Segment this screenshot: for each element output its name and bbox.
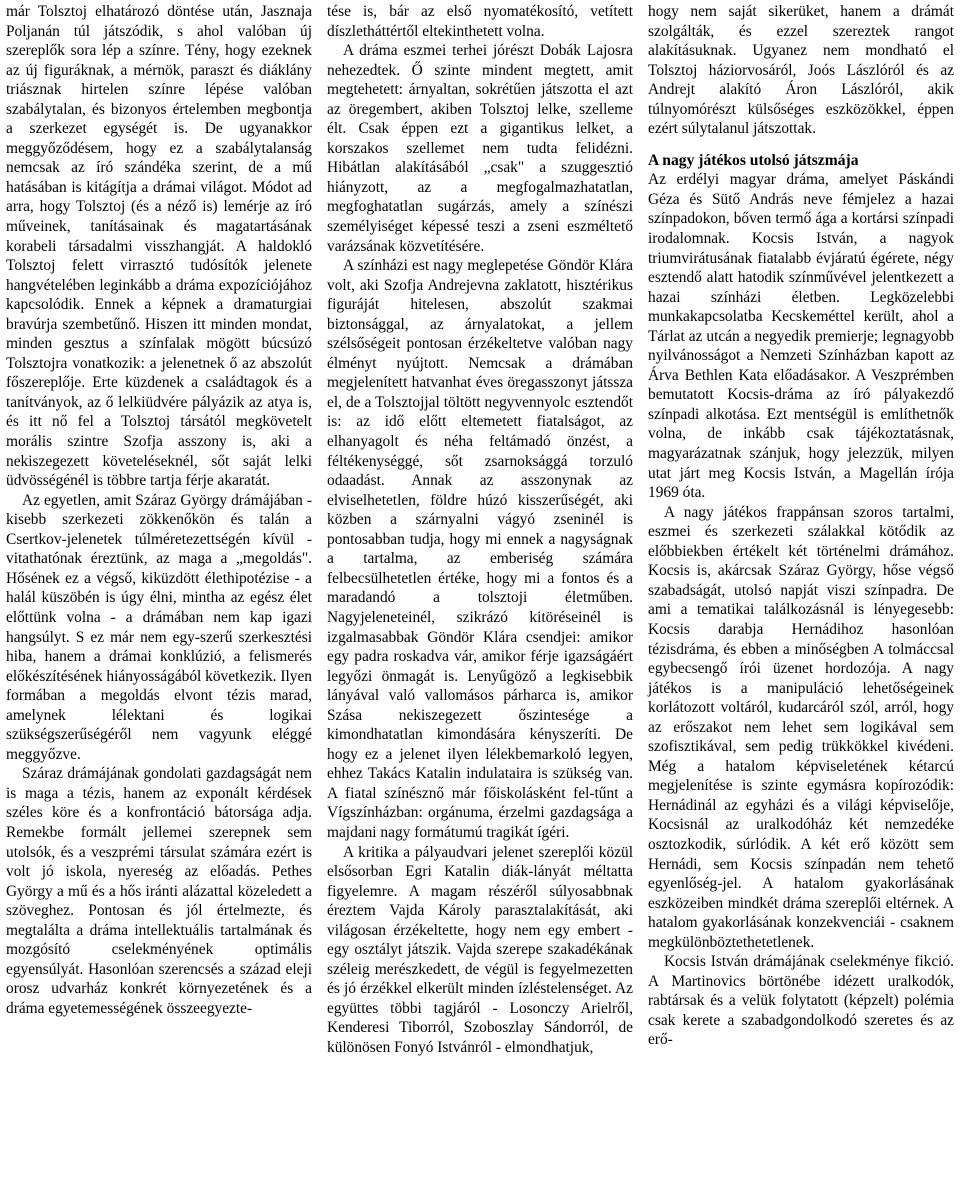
text-column-middle: [327, 2, 633, 1184]
paragraph: tése is, bár az első nyomatékosító, vetített díszletháttértől eltekinthetett volna.: [327, 3, 633, 40]
paragraph: már Tolsztoj elhatározó döntése után, Jasznaja Poljanán túl játszódik, s ahol valóban új szereplők sora lép a színre. Tény, hogy ezeknek az új figuráknak, a mérnök, paraszt és diáklány triásznak hirtelen színre lépése valóban szabálytalan, és bizonyos értelemben megbontja a szerkezet egységét is. De ugyanakkor meggyőződésem, hogy ez a szabálytalanság nemcsak az író szándéka szerint, de a mű hatásában is kitágítja a drámai világot. Módot ad arra, hogy Tolsztoj (és a néző is) lemérje az író műveinek, tanításainak és magatartásának korabeli társadalmi visszhangját. A haldokló Tolsztoj felett virrasztó tudósítók jelenete hangvételében leginkább a dráma expozíciójához kapcsolódik. Ennek a képnek a dramaturgiai bravúrja szembetűnő. Hiszen itt minden mondat, minden gesztus a színfalak mögött búcsúzó Tolsztojra vonatkozik: a jelenetnek ő az abszolút főszereplője. Erte küzdenek a családtagok és a tanítványok, az ő lelkiüdvére pályázik az atya is, és itt nő fel a Tolsztoj társától megkövetelt morális szintre Szofja asszony is, aki a nekiszegezett követeléseknél, sőt saját lelki üdvösségénél is többre tartja férje akaratát.: [6, 3, 312, 490]
paragraph: A színházi est nagy meglepetése Göndör Klára volt, aki Szofja Andrejevna zaklatott, hisztérikus figuráját hitelesen, abszolút szakmai biztonsággal, az árnyalatokat, a jellem szélsőségeit pontosan érzékeltetve valóban nagy élményt nyújtott. Nemcsak a drámában megjelenített hatvanhat éves öregasszonyt játssza el, de a Tolsztojjal töltött negyvennyolc esztendőt is: az idő előtt eltemetett fiatalságot, az elhanyagolt és néha feltámadó önzést, a féltékenységgé, sőt zsarnoksággá torzuló odaadást. Annak az asszonynak az elviselhetetlen, földre húzó kisszerűségét, aki közben a szárnyalni vágyó zseninél is pontosabban tudja, hogy mi ennek a nagyságnak a tartalma, az emberiség számára felbecsülhetetlen értéke, hogy mi a fontos és a maradandó a tolsztoji életműben. Nagyjeleneteinél, szikrázó kitöréseinél is izgalmasabbak Göndör Klára csendjei: amikor egy padra roskadva vár, amikor férje igazságáért legyőzi önmagát is. Lenyűgöző a legkisebbik lányával való vallomásos párharca is, amikor Szása nekiszegezett őszintesége a kimondhatatlan kimondására kényszeríti. De hogy ez a jelenet ilyen lélekbemarkoló legyen, ehhez Takács Katalin indulataira is szükség van. A fiatal színésznő már főiskolásként fel-tűnt a Vígszínházban: orgánuma, érzelmi gazdagsága a majdani nagy formátumú tragikát ígéri.: [327, 257, 633, 841]
paragraph: A nagy játékos frappánsan szoros tartalmi, eszmei és szerkezeti szálakkal kötődik az előbbiekben értékelt két történelmi drámához. Kocsis is, akárcsak Száraz György, hőse végső szabadságát, utolsó napját viszi színpadra. De ami a tematikai találkozásnál is lényegesebb: Kocsis darabja Hernádihoz hasonlóan tézisdráma, és ebben a minőségben A tolmáccsal egybecsengő írói üzenet hordozója. A nagy játékos is a manipuláció lehetőségeinek korlátozott voltáról, kudarcáról szól, arról, hogy az erőszakot nem lehet sem logikával sem szofisztikával, sem pedig trükkökkel kivédeni. Még a hatalom képviseletének kétarcú megjelenítése is szinte egymásra kopírozódik: Hernádinál az egyházi és a világi képviselője, Kocsisnál az uralkodóház két nemzedéke osztozkodik, súrlódik. A két erő között sem Hernádi, sem Kocsis színpadán nem tehető egyenlőség-jel. A hatalom gyakorlásának eszközeiben mindkét dráma szereplői eltérnek. A hatalom gyakorlásának konzekvenciái - csaknem megkülönböztethetetlenek.: [648, 503, 954, 951]
section-heading: A nagy játékos utolsó játszmája: [648, 151, 859, 169]
paragraph: A kritika a pályaudvari jelenet szereplői közül elsősorban Egri Katalin diák-lányát méltatta figyelemre. A magam részéről súlyosabbnak éreztem Vajda Károly parasztalakítását, aki világosan érzékeltette, hogy nem egy embert - egy osztályt játszik. Vajda szerepe szakadékának széleig merészkedett, de végül is fegyelmezetten és jó érzékkel elkerült minden ízléstelenséget. Az együttes többi tagjáról - Losonczy Arielről, Kenderesi Tiborról, Szoboszlay Sándorról, de különösen Fonyó Istvánról - elmondhatjuk,: [327, 843, 633, 1056]
paragraph: Az erdélyi magyar dráma, amelyet Páskándi Géza és Sütő András neve fémjelez a hazai színpadokon, bőven termő ága a kortársi színpadi irodalomnak. Kocsis István, a nagyok triumvirátusának fiatalabb évjáratú égérete, négy esztendő alatt hatodik színművével jelentkezett a hazai színházi életben. Legközelebbi munkakapcsolatba Kecskeméttel került, ahol a Tárlat az utcán a negyedik premierje; legnagyobb nyilvánosságot a Nemzeti Színházban kapott az Árva Bethlen Kata előadásakor. A Veszprémben bemutatott Kocsis-dráma az író pályakezdő színpadi alkotása. Ezt mentségül is említhetnők volna, de inkább csak tájékoztatásnak, magyarázatnak szánjuk, hogy jelezzük, milyen utat járt meg Kocsis István, a Magellán írója 1969 óta.: [648, 171, 954, 502]
text-column-right: [648, 2, 954, 1184]
text-column-left: [6, 2, 312, 1184]
paragraph: hogy nem saját sikerüket, hanem a drámát szolgálták, és ezzel szereztek rangot alakításuknak. Ugyanez nem mondható el Tolsztoj háziorvosáról, Joós Lászlóról és az Andrejt alakító Áron Lászlóról, akik túlnyomórészt külsőséges eszközökkel, éppen ezért súlytalanul játszottak.: [648, 3, 954, 138]
paragraph: Kocsis István drámájának cselekménye fikció. A Martinovics börtönébe idézett uralkodók, rabtársak és a velük folytatott (képzelt) polémia csak kerete a szabadgondolkodó szeretes és az erő-: [648, 953, 954, 1049]
paragraph: A dráma eszmei terhei jórészt Dobák Lajosra nehezedtek. Ő szinte mindent megtett, amit megtehetett: árnyaltan, sokrétűen játszotta el azt az öregembert, akiben Tolsztoj lelke, szelleme élt. Csak éppen ezt a gigantikus lelket, a korszakos szellemet nem tudta felidézni. Hibátlan alakításából „csak" a szuggesztió hiányzott, az a megfogalmazhatatlan, megfoghatatlan sugárzás, amely a színészi személyiséget képessé teszi a zseni eszméltető varázsának közvetítésére.: [327, 42, 633, 255]
paragraph: Száraz drámájának gondolati gazdagságát nem is maga a tézis, hanem az exponált kérdések széles köre és a konfrontáció bátorsága adja. Remekbe formált jellemei szerepnek sem utolsók, és a veszprémi társulat számára ezért is volt jó iskola, nyereség az előadás. Pethes György a mű és a hős iránti alázattal közeledett a szöveghez. Pontosan és jól értelmezte, és megtalálta a dráma intellektuális tartalmának és mozgósító cselekményének optimális egyensúlyát. Hasonlóan szerencsés a század eleji orosz udvarház konkrét környezetének és a dráma egyetemességének összeegyezte-: [6, 765, 312, 1017]
paragraph: Az egyetlen, amit Száraz György drámájában - kisebb szerkezeti zökkenőkön és talán a Csertkov-jelenetek túlméretezettségén kívül - vitathatónak éreztünk, az maga a „megoldás". Hősének ez a végső, kiküzdött élethipotézise - a halál küszöbén is úgy élni, mintha az egész élet előttünk volna - a drámában nem kap igazi hangsúlyt. S ez már nem egy-szerű szerkesztési hiba, hanem a drámai konklúzió, a felismerés előkészítésének hiányosságából következik. Ilyen formában a megoldás elvont tézis marad, amelynek lélektani és logikai szükségszerűségéről nem vagyunk eléggé meggyőzve.: [6, 491, 313, 763]
